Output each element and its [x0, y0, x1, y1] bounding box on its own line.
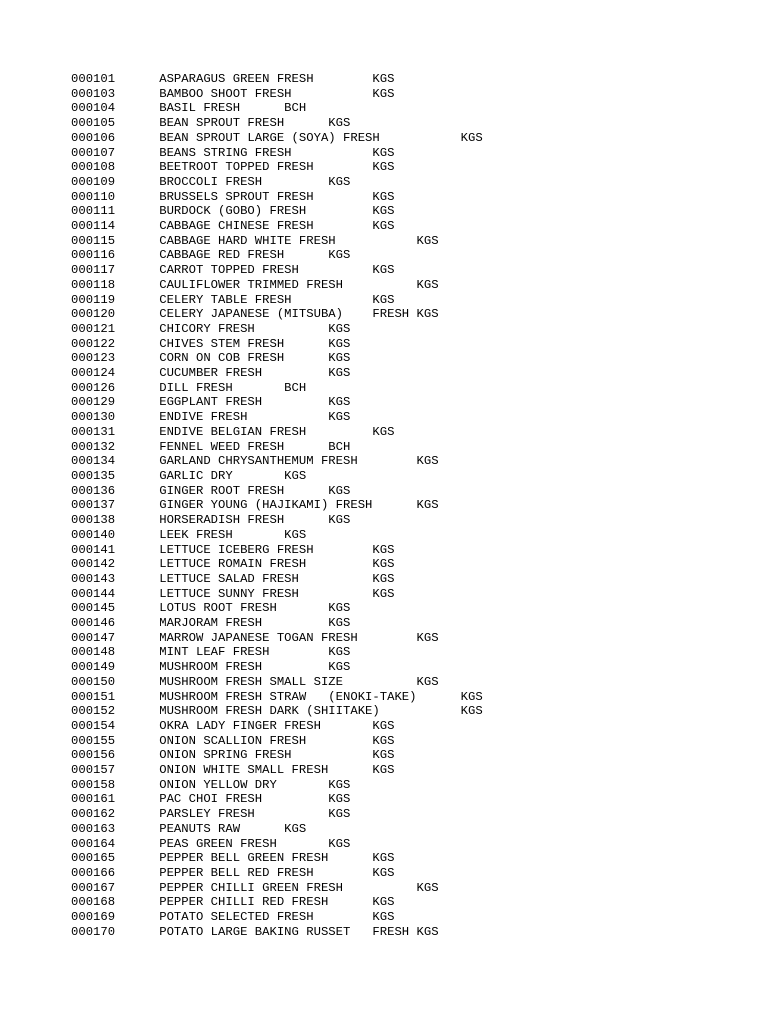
listing-line: 000143 LETTUCE SALAD FRESH KGS — [71, 571, 395, 586]
listing-line: 000117 CARROT TOPPED FRESH KGS — [71, 263, 395, 278]
listing-line: 000110 BRUSSELS SPROUT FRESH KGS — [71, 189, 395, 204]
listing-line: 000131 ENDIVE BELGIAN FRESH KGS — [71, 424, 395, 439]
listing-line: 000124 CUCUMBER FRESH KGS — [71, 366, 351, 381]
listing-line: 000111 BURDOCK (GOBO) FRESH KGS — [71, 204, 395, 219]
listing-line: 000120 CELERY JAPANESE (MITSUBA) FRESH KGS — [71, 307, 439, 322]
listing-line: 000141 LETTUCE ICEBERG FRESH KGS — [71, 542, 395, 557]
listing-line: 000109 BROCCOLI FRESH KGS — [71, 174, 351, 189]
listing-line: 000123 CORN ON COB FRESH KGS — [71, 351, 351, 366]
listing-line: 000150 MUSHROOM FRESH SMALL SIZE KGS — [71, 674, 439, 689]
listing-line: 000138 HORSERADISH FRESH KGS — [71, 513, 351, 528]
listing-line: 000115 CABBAGE HARD WHITE FRESH KGS — [71, 233, 439, 248]
listing-line: 000149 MUSHROOM FRESH KGS — [71, 660, 351, 675]
listing-line: 000106 BEAN SPROUT LARGE (SOYA) FRESH KGS — [71, 130, 483, 145]
listing-line: 000137 GINGER YOUNG (HAJIKAMI) FRESH KGS — [71, 498, 439, 513]
listing-line: 000167 PEPPER CHILLI GREEN FRESH KGS — [71, 880, 439, 895]
listing-line: 000130 ENDIVE FRESH KGS — [71, 410, 351, 425]
listing-line: 000145 LOTUS ROOT FRESH KGS — [71, 601, 351, 616]
listing-line: 000164 PEAS GREEN FRESH KGS — [71, 836, 351, 851]
listing-line: 000116 CABBAGE RED FRESH KGS — [71, 248, 351, 263]
listing-line: 000104 BASIL FRESH BCH — [71, 101, 307, 116]
listing-line: 000169 POTATO SELECTED FRESH KGS — [71, 910, 395, 925]
listing-line: 000168 PEPPER CHILLI RED FRESH KGS — [71, 895, 395, 910]
listing-line: 000156 ONION SPRING FRESH KGS — [71, 748, 395, 763]
listing-line: 000126 DILL FRESH BCH — [71, 380, 307, 395]
listing-line: 000132 FENNEL WEED FRESH BCH — [71, 439, 351, 454]
listing-line: 000155 ONION SCALLION FRESH KGS — [71, 733, 395, 748]
listing-line: 000163 PEANUTS RAW KGS — [71, 821, 307, 836]
listing-line: 000114 CABBAGE CHINESE FRESH KGS — [71, 219, 395, 234]
listing-line: 000147 MARROW JAPANESE TOGAN FRESH KGS — [71, 630, 439, 645]
listing-line: 000122 CHIVES STEM FRESH KGS — [71, 336, 351, 351]
listing-line: 000148 MINT LEAF FRESH KGS — [71, 645, 351, 660]
listing-line: 000151 MUSHROOM FRESH STRAW (ENOKI-TAKE) KGS — [71, 689, 483, 704]
listing-line: 000146 MARJORAM FRESH KGS — [71, 616, 351, 631]
listing-line: 000101 ASPARAGUS GREEN FRESH KGS — [71, 72, 395, 86]
listing-line: 000105 BEAN SPROUT FRESH KGS — [71, 116, 351, 131]
listing-line: 000142 LETTUCE ROMAIN FRESH KGS — [71, 557, 395, 572]
item-code-listing — [71, 72, 483, 939]
listing-line: 000103 BAMBOO SHOOT FRESH KGS — [71, 86, 395, 101]
listing-line: 000158 ONION YELLOW DRY KGS — [71, 777, 351, 792]
listing-line: 000144 LETTUCE SUNNY FRESH KGS — [71, 586, 395, 601]
listing-line: 000152 MUSHROOM FRESH DARK (SHIITAKE) KGS — [71, 704, 483, 719]
listing-line: 000129 EGGPLANT FRESH KGS — [71, 395, 351, 410]
listing-line: 000140 LEEK FRESH KGS — [71, 527, 307, 542]
listing-line: 000170 POTATO LARGE BAKING RUSSET FRESH KGS — [71, 924, 439, 939]
listing-line: 000165 PEPPER BELL GREEN FRESH KGS — [71, 851, 395, 866]
listing-line: 000121 CHICORY FRESH KGS — [71, 321, 351, 336]
listing-line: 000118 CAULIFLOWER TRIMMED FRESH KGS — [71, 277, 439, 292]
listing-line: 000161 PAC CHOI FRESH KGS — [71, 792, 351, 807]
listing-line: 000108 BEETROOT TOPPED FRESH KGS — [71, 160, 395, 175]
listing-line: 000162 PARSLEY FRESH KGS — [71, 807, 351, 822]
listing-line: 000157 ONION WHITE SMALL FRESH KGS — [71, 763, 395, 778]
listing-line: 000166 PEPPER BELL RED FRESH KGS — [71, 865, 395, 880]
listing-line: 000135 GARLIC DRY KGS — [71, 468, 307, 483]
listing-line: 000119 CELERY TABLE FRESH KGS — [71, 292, 395, 307]
listing-line: 000107 BEANS STRING FRESH KGS — [71, 145, 395, 160]
listing-line: 000154 OKRA LADY FINGER FRESH KGS — [71, 718, 395, 733]
listing-line: 000134 GARLAND CHRYSANTHEMUM FRESH KGS — [71, 454, 439, 469]
listing-line: 000136 GINGER ROOT FRESH KGS — [71, 483, 351, 498]
